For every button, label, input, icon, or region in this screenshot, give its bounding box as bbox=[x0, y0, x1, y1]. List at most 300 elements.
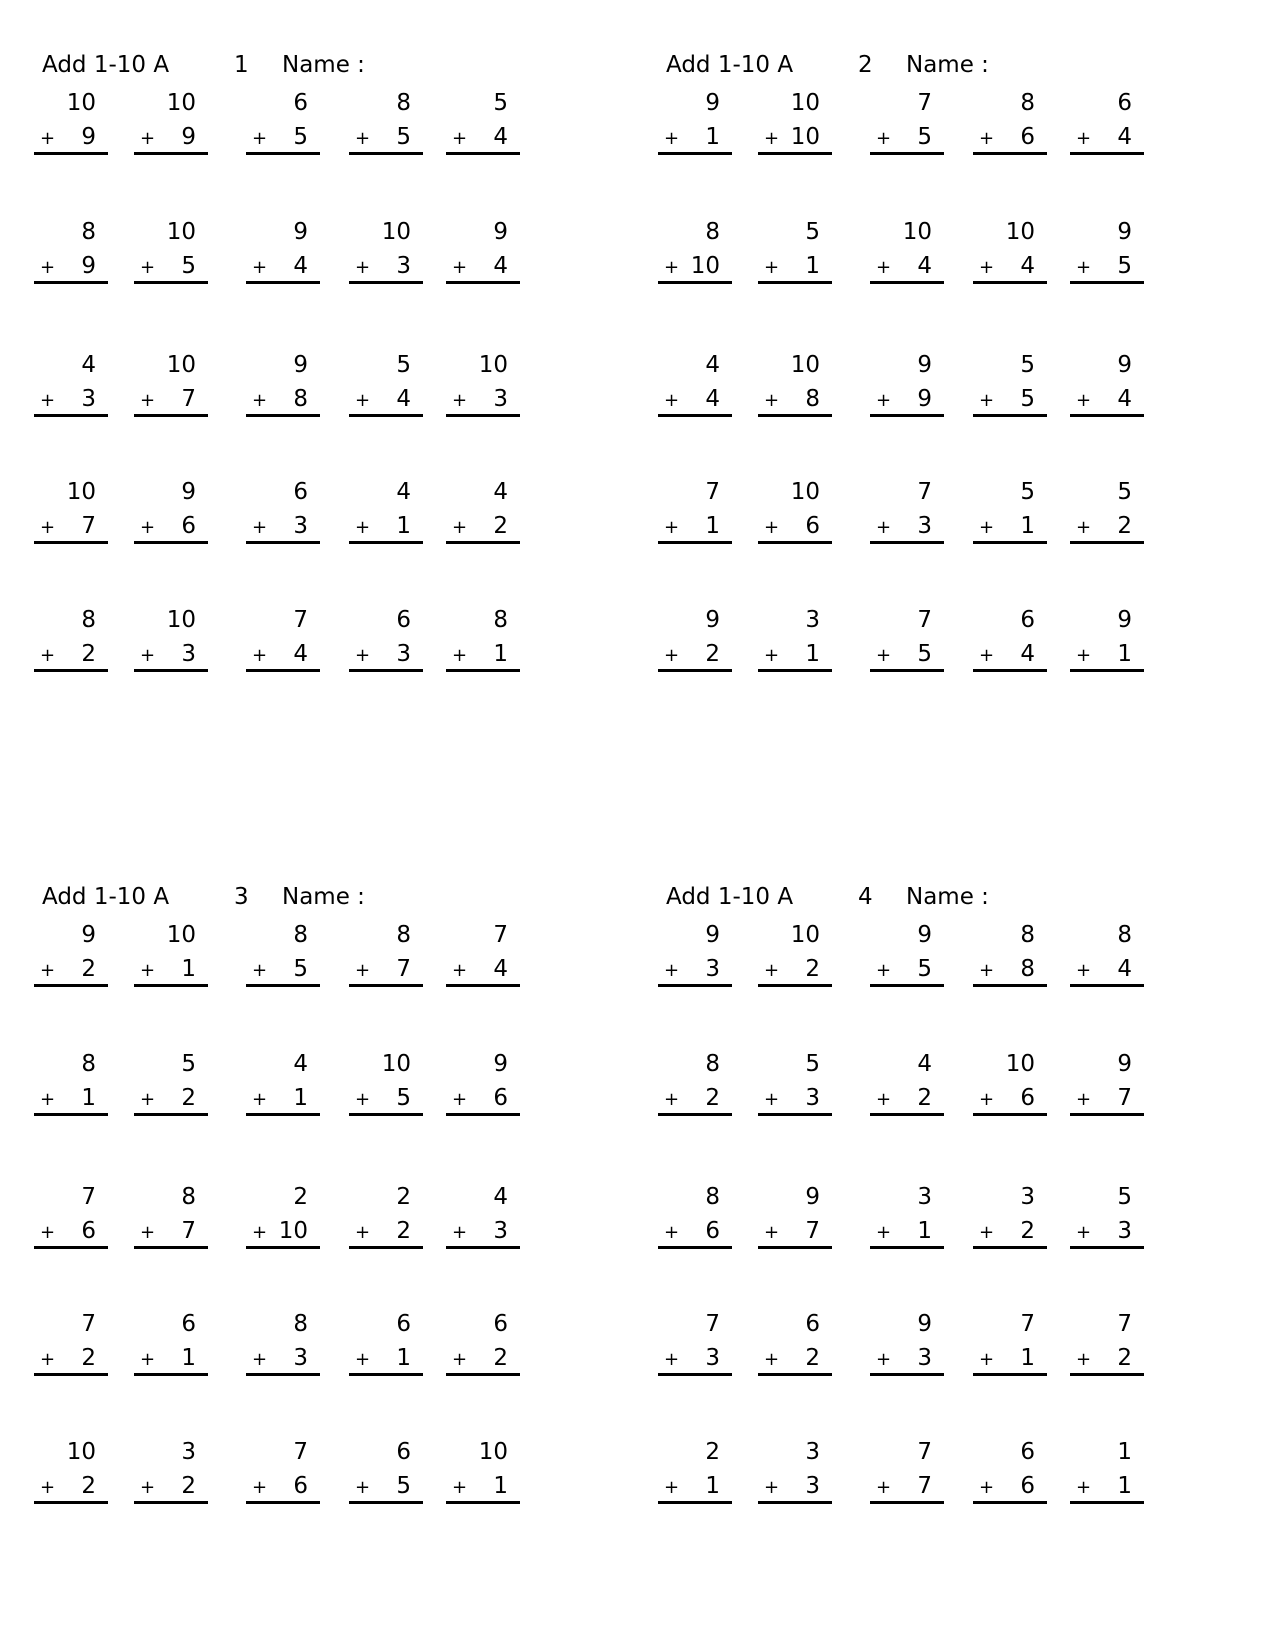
answer-line[interactable] bbox=[349, 414, 423, 417]
addend-top: 7 bbox=[917, 607, 932, 633]
answer-line[interactable] bbox=[246, 541, 320, 544]
plus-sign: + bbox=[876, 1349, 892, 1370]
answer-line[interactable] bbox=[134, 669, 208, 672]
answer-line[interactable] bbox=[246, 1501, 320, 1504]
addition-problem bbox=[870, 90, 944, 154]
addend-top: 5 bbox=[181, 1051, 196, 1077]
answer-line[interactable] bbox=[758, 541, 832, 544]
answer-line[interactable] bbox=[973, 414, 1047, 417]
addition-problem bbox=[973, 922, 1047, 986]
addend-top: 6 bbox=[181, 1311, 196, 1337]
addend-bottom: 7 bbox=[81, 513, 96, 539]
addition-problem bbox=[870, 607, 944, 671]
plus-sign: + bbox=[764, 1349, 780, 1370]
plus-sign: + bbox=[140, 390, 156, 411]
addend-bottom: 1 bbox=[705, 1473, 720, 1499]
answer-line[interactable] bbox=[246, 1373, 320, 1376]
answer-line[interactable] bbox=[1070, 541, 1144, 544]
plus-sign: + bbox=[452, 645, 468, 666]
addend-bottom: 8 bbox=[805, 386, 820, 412]
worksheet-2 bbox=[658, 52, 1218, 752]
answer-line[interactable] bbox=[446, 1246, 520, 1249]
answer-line[interactable] bbox=[349, 152, 423, 155]
plus-sign: + bbox=[664, 960, 680, 981]
answer-line[interactable] bbox=[349, 1246, 423, 1249]
plus-sign: + bbox=[664, 645, 680, 666]
answer-line[interactable] bbox=[134, 984, 208, 987]
answer-line[interactable] bbox=[658, 414, 732, 417]
plus-sign: + bbox=[664, 128, 680, 149]
answer-line[interactable] bbox=[758, 1246, 832, 1249]
addend-top: 6 bbox=[1020, 607, 1035, 633]
addend-bottom: 10 bbox=[790, 124, 820, 150]
answer-line[interactable] bbox=[349, 1501, 423, 1504]
addition-problem bbox=[134, 1051, 208, 1115]
addition-problem bbox=[658, 352, 732, 416]
answer-line[interactable] bbox=[1070, 414, 1144, 417]
name-label: Name : bbox=[282, 884, 365, 910]
answer-line[interactable] bbox=[658, 1501, 732, 1504]
addend-bottom: 1 bbox=[1020, 513, 1035, 539]
answer-line[interactable] bbox=[658, 152, 732, 155]
addition-problem bbox=[1070, 1184, 1144, 1248]
plus-sign: + bbox=[140, 1222, 156, 1243]
worksheet-number: 1 bbox=[234, 52, 249, 78]
addend-bottom: 7 bbox=[917, 1473, 932, 1499]
plus-sign: + bbox=[452, 517, 468, 538]
plus-sign: + bbox=[40, 390, 56, 411]
addend-bottom: 3 bbox=[493, 1218, 508, 1244]
answer-line[interactable] bbox=[134, 1246, 208, 1249]
addend-top: 7 bbox=[81, 1311, 96, 1337]
answer-line[interactable] bbox=[870, 669, 944, 672]
addend-bottom: 2 bbox=[181, 1473, 196, 1499]
addition-problem bbox=[246, 1184, 320, 1248]
addend-bottom: 3 bbox=[293, 1345, 308, 1371]
addend-bottom: 2 bbox=[493, 513, 508, 539]
answer-line[interactable] bbox=[1070, 1373, 1144, 1376]
answer-line[interactable] bbox=[134, 414, 208, 417]
answer-line[interactable] bbox=[658, 1113, 732, 1116]
answer-line[interactable] bbox=[973, 1113, 1047, 1116]
addend-top: 6 bbox=[396, 1439, 411, 1465]
addend-top: 3 bbox=[1020, 1184, 1035, 1210]
answer-line[interactable] bbox=[658, 1246, 732, 1249]
addend-bottom: 5 bbox=[1117, 253, 1132, 279]
plus-sign: + bbox=[979, 1222, 995, 1243]
addend-bottom: 2 bbox=[917, 1085, 932, 1111]
plus-sign: + bbox=[1076, 128, 1092, 149]
answer-line[interactable] bbox=[349, 669, 423, 672]
addition-problem bbox=[446, 1051, 520, 1115]
addend-top: 6 bbox=[493, 1311, 508, 1337]
addend-top: 8 bbox=[1117, 922, 1132, 948]
addition-problem bbox=[973, 1439, 1047, 1503]
answer-line[interactable] bbox=[349, 984, 423, 987]
addend-top: 2 bbox=[705, 1439, 720, 1465]
answer-line[interactable] bbox=[758, 984, 832, 987]
addend-bottom: 3 bbox=[805, 1473, 820, 1499]
addition-problem bbox=[758, 479, 832, 543]
answer-line[interactable] bbox=[758, 1501, 832, 1504]
plus-sign: + bbox=[40, 645, 56, 666]
answer-line[interactable] bbox=[446, 669, 520, 672]
answer-line[interactable] bbox=[758, 1113, 832, 1116]
plus-sign: + bbox=[355, 960, 371, 981]
addend-top: 10 bbox=[1005, 219, 1035, 245]
worksheet-1 bbox=[34, 52, 594, 752]
name-label: Name : bbox=[906, 52, 989, 78]
addend-top: 10 bbox=[381, 219, 411, 245]
answer-line[interactable] bbox=[246, 1113, 320, 1116]
addend-top: 9 bbox=[1117, 352, 1132, 378]
addend-top: 4 bbox=[396, 479, 411, 505]
plus-sign: + bbox=[979, 1477, 995, 1498]
answer-line[interactable] bbox=[1070, 669, 1144, 672]
addend-top: 9 bbox=[917, 1311, 932, 1337]
answer-line[interactable] bbox=[973, 984, 1047, 987]
answer-line[interactable] bbox=[758, 669, 832, 672]
addend-top: 9 bbox=[181, 479, 196, 505]
answer-line[interactable] bbox=[446, 541, 520, 544]
answer-line[interactable] bbox=[134, 541, 208, 544]
addition-problem bbox=[446, 1184, 520, 1248]
addend-bottom: 4 bbox=[493, 124, 508, 150]
answer-line[interactable] bbox=[1070, 281, 1144, 284]
answer-line[interactable] bbox=[34, 541, 108, 544]
addend-top: 9 bbox=[293, 352, 308, 378]
answer-line[interactable] bbox=[446, 984, 520, 987]
addend-bottom: 7 bbox=[181, 386, 196, 412]
answer-line[interactable] bbox=[973, 669, 1047, 672]
addend-bottom: 2 bbox=[1117, 1345, 1132, 1371]
answer-line[interactable] bbox=[34, 984, 108, 987]
answer-line[interactable] bbox=[1070, 1246, 1144, 1249]
plus-sign: + bbox=[979, 1089, 995, 1110]
answer-line[interactable] bbox=[246, 152, 320, 155]
addend-top: 8 bbox=[705, 1184, 720, 1210]
addend-bottom: 5 bbox=[1020, 386, 1035, 412]
plus-sign: + bbox=[252, 257, 268, 278]
answer-line[interactable] bbox=[34, 152, 108, 155]
answer-line[interactable] bbox=[134, 1373, 208, 1376]
addend-top: 8 bbox=[396, 922, 411, 948]
addition-problem bbox=[1070, 1311, 1144, 1375]
answer-line[interactable] bbox=[134, 1501, 208, 1504]
addend-top: 10 bbox=[66, 90, 96, 116]
answer-line[interactable] bbox=[658, 281, 732, 284]
addend-bottom: 3 bbox=[81, 386, 96, 412]
plus-sign: + bbox=[40, 1477, 56, 1498]
plus-sign: + bbox=[764, 390, 780, 411]
addend-top: 9 bbox=[917, 352, 932, 378]
plus-sign: + bbox=[355, 128, 371, 149]
plus-sign: + bbox=[876, 1089, 892, 1110]
plus-sign: + bbox=[40, 517, 56, 538]
addition-problem bbox=[34, 1311, 108, 1375]
answer-line[interactable] bbox=[134, 1113, 208, 1116]
plus-sign: + bbox=[252, 1349, 268, 1370]
addend-bottom: 2 bbox=[81, 641, 96, 667]
addend-bottom: 4 bbox=[293, 253, 308, 279]
addend-top: 10 bbox=[902, 219, 932, 245]
plus-sign: + bbox=[452, 1089, 468, 1110]
plus-sign: + bbox=[979, 257, 995, 278]
addend-bottom: 4 bbox=[493, 956, 508, 982]
plus-sign: + bbox=[252, 1222, 268, 1243]
addition-problem bbox=[870, 479, 944, 543]
addend-top: 10 bbox=[166, 607, 196, 633]
addition-problem bbox=[349, 1311, 423, 1375]
addend-bottom: 7 bbox=[396, 956, 411, 982]
addend-top: 10 bbox=[66, 479, 96, 505]
addend-top: 10 bbox=[478, 1439, 508, 1465]
plus-sign: + bbox=[355, 1477, 371, 1498]
addend-top: 9 bbox=[1117, 1051, 1132, 1077]
addend-bottom: 3 bbox=[293, 513, 308, 539]
plus-sign: + bbox=[664, 1477, 680, 1498]
addend-top: 7 bbox=[705, 1311, 720, 1337]
addend-top: 8 bbox=[293, 922, 308, 948]
addition-problem bbox=[1070, 1439, 1144, 1503]
answer-line[interactable] bbox=[973, 541, 1047, 544]
answer-line[interactable] bbox=[973, 1501, 1047, 1504]
addition-problem bbox=[973, 607, 1047, 671]
answer-line[interactable] bbox=[34, 1501, 108, 1504]
plus-sign: + bbox=[452, 1222, 468, 1243]
answer-line[interactable] bbox=[758, 152, 832, 155]
plus-sign: + bbox=[355, 517, 371, 538]
addend-bottom: 7 bbox=[1117, 1085, 1132, 1111]
addition-problem bbox=[34, 219, 108, 283]
answer-line[interactable] bbox=[870, 1501, 944, 1504]
plus-sign: + bbox=[664, 1222, 680, 1243]
addition-problem bbox=[870, 1311, 944, 1375]
addend-bottom: 2 bbox=[396, 1218, 411, 1244]
addition-problem bbox=[246, 90, 320, 154]
addition-problem bbox=[34, 352, 108, 416]
answer-line[interactable] bbox=[658, 541, 732, 544]
answer-line[interactable] bbox=[246, 414, 320, 417]
addend-bottom: 2 bbox=[1117, 513, 1132, 539]
answer-line[interactable] bbox=[870, 414, 944, 417]
addend-top: 10 bbox=[790, 352, 820, 378]
answer-line[interactable] bbox=[870, 1246, 944, 1249]
addition-problem bbox=[973, 479, 1047, 543]
worksheet-number: 3 bbox=[234, 884, 249, 910]
answer-line[interactable] bbox=[870, 152, 944, 155]
answer-line[interactable] bbox=[870, 1113, 944, 1116]
addend-bottom: 3 bbox=[805, 1085, 820, 1111]
addend-bottom: 5 bbox=[293, 956, 308, 982]
answer-line[interactable] bbox=[658, 984, 732, 987]
addend-top: 6 bbox=[1117, 90, 1132, 116]
addition-problem bbox=[246, 1051, 320, 1115]
answer-line[interactable] bbox=[134, 152, 208, 155]
answer-line[interactable] bbox=[870, 984, 944, 987]
plus-sign: + bbox=[876, 960, 892, 981]
answer-line[interactable] bbox=[758, 414, 832, 417]
answer-line[interactable] bbox=[446, 414, 520, 417]
answer-line[interactable] bbox=[349, 281, 423, 284]
plus-sign: + bbox=[1076, 390, 1092, 411]
answer-line[interactable] bbox=[973, 1246, 1047, 1249]
addition-problem bbox=[1070, 922, 1144, 986]
plus-sign: + bbox=[452, 1349, 468, 1370]
addend-bottom: 2 bbox=[805, 956, 820, 982]
answer-line[interactable] bbox=[658, 669, 732, 672]
answer-line[interactable] bbox=[973, 1373, 1047, 1376]
addend-top: 10 bbox=[166, 922, 196, 948]
plus-sign: + bbox=[252, 645, 268, 666]
addend-bottom: 2 bbox=[181, 1085, 196, 1111]
answer-line[interactable] bbox=[1070, 152, 1144, 155]
addition-problem bbox=[349, 607, 423, 671]
addition-problem bbox=[34, 1051, 108, 1115]
answer-line[interactable] bbox=[349, 541, 423, 544]
addend-bottom: 6 bbox=[705, 1218, 720, 1244]
addend-top: 9 bbox=[805, 1184, 820, 1210]
addition-problem bbox=[134, 90, 208, 154]
addition-problem bbox=[658, 90, 732, 154]
plus-sign: + bbox=[252, 517, 268, 538]
addend-bottom: 7 bbox=[805, 1218, 820, 1244]
plus-sign: + bbox=[764, 517, 780, 538]
addend-top: 8 bbox=[81, 1051, 96, 1077]
answer-line[interactable] bbox=[446, 152, 520, 155]
answer-line[interactable] bbox=[446, 1373, 520, 1376]
plus-sign: + bbox=[140, 128, 156, 149]
plus-sign: + bbox=[452, 128, 468, 149]
answer-line[interactable] bbox=[246, 669, 320, 672]
answer-line[interactable] bbox=[973, 281, 1047, 284]
answer-line[interactable] bbox=[758, 1373, 832, 1376]
answer-line[interactable] bbox=[870, 1373, 944, 1376]
plus-sign: + bbox=[355, 1222, 371, 1243]
answer-line[interactable] bbox=[349, 1373, 423, 1376]
plus-sign: + bbox=[140, 517, 156, 538]
addition-problem bbox=[870, 922, 944, 986]
addend-bottom: 5 bbox=[396, 124, 411, 150]
answer-line[interactable] bbox=[34, 281, 108, 284]
worksheet-header bbox=[34, 52, 594, 88]
worksheet-header bbox=[658, 884, 1218, 920]
addend-top: 5 bbox=[805, 1051, 820, 1077]
answer-line[interactable] bbox=[658, 1373, 732, 1376]
addend-bottom: 1 bbox=[705, 513, 720, 539]
answer-line[interactable] bbox=[758, 281, 832, 284]
answer-line[interactable] bbox=[446, 1113, 520, 1116]
addend-bottom: 5 bbox=[293, 124, 308, 150]
addend-top: 7 bbox=[917, 90, 932, 116]
plus-sign: + bbox=[1076, 1222, 1092, 1243]
addend-bottom: 3 bbox=[917, 1345, 932, 1371]
addend-top: 5 bbox=[396, 352, 411, 378]
plus-sign: + bbox=[979, 960, 995, 981]
addition-problem bbox=[446, 922, 520, 986]
answer-line[interactable] bbox=[1070, 1113, 1144, 1116]
plus-sign: + bbox=[1076, 645, 1092, 666]
addition-problem bbox=[446, 479, 520, 543]
addend-top: 7 bbox=[493, 922, 508, 948]
answer-line[interactable] bbox=[1070, 984, 1144, 987]
addition-problem bbox=[446, 607, 520, 671]
addend-top: 9 bbox=[81, 922, 96, 948]
answer-line[interactable] bbox=[34, 1373, 108, 1376]
answer-line[interactable] bbox=[34, 669, 108, 672]
answer-line[interactable] bbox=[1070, 1501, 1144, 1504]
answer-line[interactable] bbox=[34, 414, 108, 417]
plus-sign: + bbox=[764, 128, 780, 149]
plus-sign: + bbox=[452, 257, 468, 278]
answer-line[interactable] bbox=[446, 1501, 520, 1504]
addend-bottom: 6 bbox=[1020, 1473, 1035, 1499]
addition-problem bbox=[870, 219, 944, 283]
addend-bottom: 6 bbox=[1020, 124, 1035, 150]
addend-top: 6 bbox=[396, 1311, 411, 1337]
addition-problem bbox=[446, 90, 520, 154]
worksheet-4 bbox=[658, 884, 1218, 1584]
answer-line[interactable] bbox=[246, 1246, 320, 1249]
plus-sign: + bbox=[355, 645, 371, 666]
name-label: Name : bbox=[906, 884, 989, 910]
answer-line[interactable] bbox=[870, 281, 944, 284]
addend-top: 2 bbox=[293, 1184, 308, 1210]
answer-line[interactable] bbox=[973, 152, 1047, 155]
worksheet-header bbox=[34, 884, 594, 920]
addend-top: 9 bbox=[705, 922, 720, 948]
answer-line[interactable] bbox=[246, 984, 320, 987]
addend-top: 7 bbox=[705, 479, 720, 505]
addition-problem bbox=[758, 219, 832, 283]
addition-problem bbox=[34, 479, 108, 543]
answer-line[interactable] bbox=[134, 281, 208, 284]
addend-bottom: 2 bbox=[81, 1345, 96, 1371]
answer-line[interactable] bbox=[34, 1113, 108, 1116]
answer-line[interactable] bbox=[870, 541, 944, 544]
addition-problem bbox=[758, 1311, 832, 1375]
plus-sign: + bbox=[1076, 1349, 1092, 1370]
addend-bottom: 3 bbox=[917, 513, 932, 539]
answer-line[interactable] bbox=[446, 281, 520, 284]
addend-bottom: 3 bbox=[705, 956, 720, 982]
addition-problem bbox=[34, 90, 108, 154]
addition-problem bbox=[34, 1184, 108, 1248]
addend-bottom: 4 bbox=[293, 641, 308, 667]
answer-line[interactable] bbox=[34, 1246, 108, 1249]
plus-sign: + bbox=[979, 645, 995, 666]
addend-bottom: 6 bbox=[1020, 1085, 1035, 1111]
addition-problem bbox=[973, 219, 1047, 283]
addend-top: 8 bbox=[181, 1184, 196, 1210]
addend-bottom: 1 bbox=[493, 1473, 508, 1499]
plus-sign: + bbox=[40, 257, 56, 278]
addend-bottom: 1 bbox=[293, 1085, 308, 1111]
addend-bottom: 1 bbox=[1117, 1473, 1132, 1499]
plus-sign: + bbox=[252, 1089, 268, 1110]
plus-sign: + bbox=[764, 1477, 780, 1498]
addend-top: 3 bbox=[805, 1439, 820, 1465]
addend-top: 8 bbox=[1020, 90, 1035, 116]
addend-top: 4 bbox=[493, 1184, 508, 1210]
addend-bottom: 5 bbox=[917, 641, 932, 667]
addend-top: 3 bbox=[917, 1184, 932, 1210]
addend-bottom: 9 bbox=[917, 386, 932, 412]
answer-line[interactable] bbox=[349, 1113, 423, 1116]
addend-top: 6 bbox=[1020, 1439, 1035, 1465]
addend-top: 5 bbox=[1020, 479, 1035, 505]
answer-line[interactable] bbox=[246, 281, 320, 284]
